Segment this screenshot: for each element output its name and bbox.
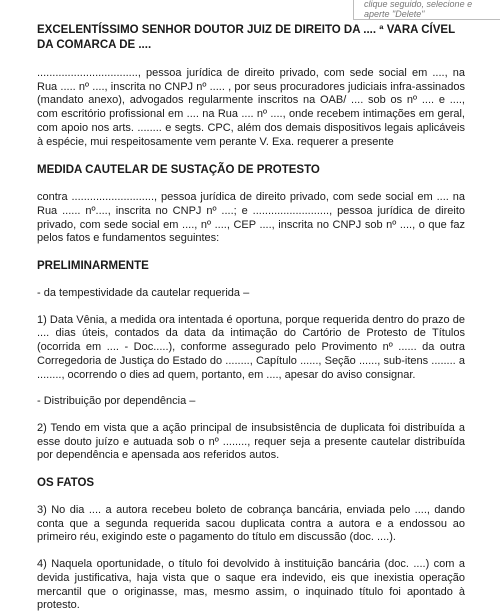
addressee-heading: EXCELENTÍSSIMO SENHOR DOUTOR JUIZ DE DIREITO DA .... ª VARA CÍVEL DA COMARCA DE .... bbox=[37, 24, 455, 51]
item-1-paragraph: 1) Data Vênia, a medida ora intentada é oportuna, porque requerida dentro do prazo de .... dias úteis, contados da data da intimação do Cartório de Protesto de Títulos (ocorrida em .... - Doc.....), conforme assegurado pelo Provimento nº ...... da outra Corregedoria de Justiça do Estado do ........, Capítulo ......, Seção ......, sub-itens ........ a ........, ocorrendo o dies ad quem, portanto, em ...., apesar do aviso consignar. bbox=[37, 313, 465, 381]
distribution-label: - Distribuição por dependência – bbox=[37, 395, 196, 408]
instruction-note-line-1: clique seguido, selecione e bbox=[364, 0, 473, 9]
item-3-paragraph: 3) No dia .... a autora recebeu boleto de cobrança bancária, enviada pelo ...., dando conta que a segunda requerida sacou duplicata contra a autora e a endossou ao primeiro réu, exigindo este o pagamento do título em discussão (doc. ....). bbox=[37, 504, 465, 544]
instruction-note-line-2: aperte "Delete" bbox=[364, 9, 425, 19]
opening-paragraph: ................................., pessoa jurídica de direito privado, com sede social em ...., na Rua ..... nº ...., inscrita no CNPJ nº ..... , por seus procuradores judiciais infra-assinados (mandato anexo), advogados regularmente inscritos na OAB/ .... sob os nº .... e ...., com escritório profissional em .... na Rua .... nº ...., onde recebem intimações em geral, com apoio nos arts. ........ e segts. CPC, além dos demais dispositivos legais aplicáveis à espécie, mui respeitosamente vem perante V. Exa. requerer a presente bbox=[37, 67, 465, 148]
item-4-paragraph: 4) Naquela oportunidade, o título foi devolvido à instituição bancária (doc. ....) com a devida justificativa, haja vista que o saque era indevido, eis que inexistia operação mercantil que o originasse, mas, mesmo assim, o inquinado título foi apontado à protesto. bbox=[37, 558, 465, 612]
item-2-paragraph: 2) Tendo em vista que a ação principal de insubsistência de duplicata foi distribuída a esse douto juízo e autuada sob o nº ........, requer seja a presente cautelar distribuída por dependência e apensada aos referidos autos. bbox=[37, 421, 465, 462]
facts-title: OS FATOS bbox=[37, 477, 95, 490]
timeliness-label: - da tempestividade da cautelar requerida – bbox=[37, 287, 250, 300]
preliminary-title: PRELIMINARMENTE bbox=[37, 260, 149, 273]
document-body bbox=[37, 23, 465, 613]
action-title: MEDIDA CAUTELAR DE SUSTAÇÃO DE PROTESTO bbox=[37, 164, 320, 177]
instruction-note bbox=[353, 0, 500, 20]
against-paragraph: contra ..........................., pessoa jurídica de direito privado, com sede social em .... na Rua ...... nº...., inscrita no CNPJ nº ....; e ........................., pessoa jurídica de direito privado, com sede social em ...., nº ...., CEP ...., inscrita no CNPJ sob nº ...., o que faz pelos fatos e fundamentos seguintes: bbox=[37, 191, 465, 245]
